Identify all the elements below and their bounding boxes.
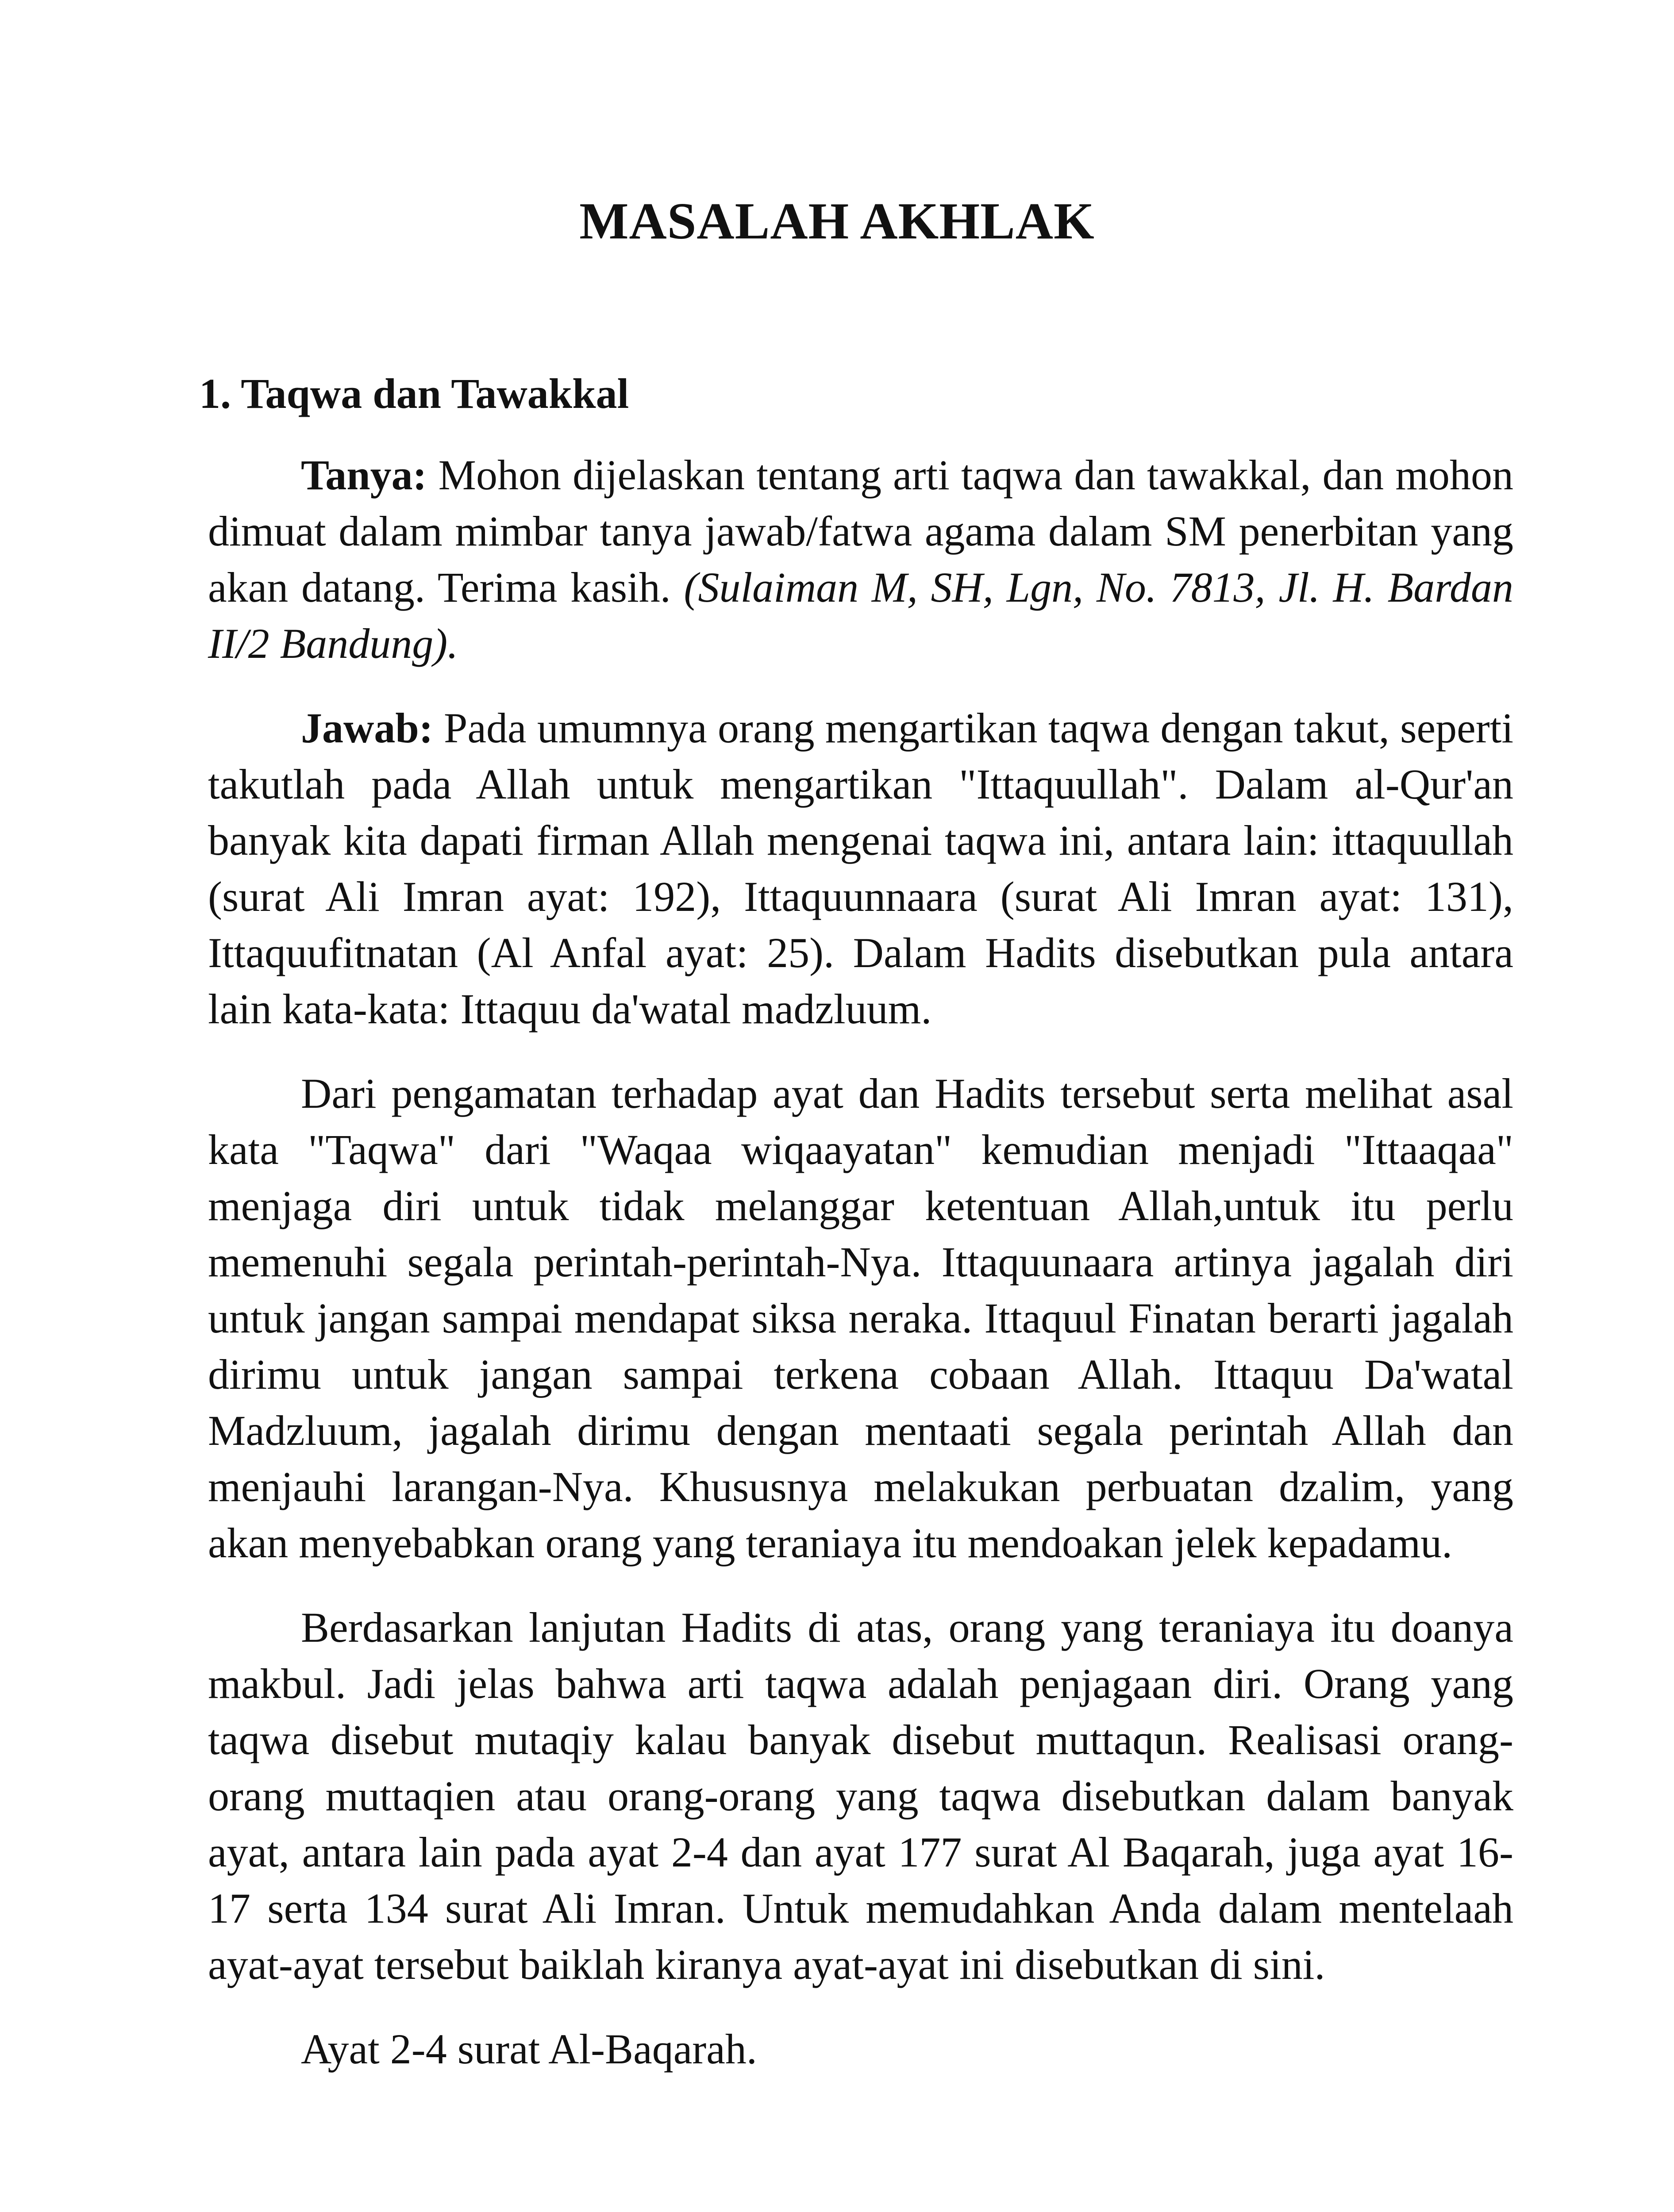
answer-label: Jawab: [301, 704, 433, 752]
answer-paragraph [208, 700, 1513, 1037]
closing-line: Ayat 2-4 surat Al-Baqarah. [301, 2025, 757, 2073]
question-paragraph [208, 447, 1513, 672]
question-signature: (Sulaiman M, SH, Lgn, No. 7813, Jl. H. Bardan II/2 Bandung). [208, 564, 1514, 667]
question-label: Tanya: [301, 451, 427, 499]
answer-text: Pada umumnya orang mengartikan taqwa dengan takut, seperti takutlah pada Allah untuk mengartikan "Ittaquullah". Dalam al-Qur'an banyak kita dapati firman Allah mengenai taqwa ini, antara lain: ittaquullah (surat Ali Imran ayat: 192), Ittaquunnaara (surat Ali Imran ayat: 131), Ittaquufitnatan (Al Anfal ayat: 25). Dalam Hadits disebutkan pula antara lain kata-kata: Ittaquu da'watal madzluum. [208, 704, 1513, 1033]
body-text [208, 447, 1513, 2077]
realization-paragraph: Berdasarkan lanjutan Hadits di atas, orang yang teraniaya itu doanya makbul. Jadi jelas bahwa arti taqwa adalah penjagaan diri. Orang yang taqwa disebut mutaqiy kalau banyak disebut muttaqun. Realisasi orang-orang muttaqien atau orang-orang yang taqwa disebutkan dalam banyak ayat, antara lain pada ayat 2-4 dan ayat 177 surat Al Baqarah, juga ayat 16-17 serta 134 surat Ali Imran. Untuk memudahkan Anda dalam mentelaah ayat-ayat tersebut baiklah kiranya ayat-ayat ini disebutkan di sini. [208, 1604, 1513, 1988]
page-title: MASALAH AKHLAK [579, 192, 1095, 250]
section-heading: 1. Taqwa dan Tawakkal [199, 370, 629, 417]
question-text: Mohon dijelaskan tentang arti taqwa dan tawakkal, dan mohon dimuat dalam mimbar tanya jawab/fatwa agama dalam SM penerbitan yang akan datang. Terima kasih. [208, 451, 1513, 611]
explanation-paragraph: Dari pengamatan terhadap ayat dan Hadits tersebut serta melihat asal kata "Taqwa" dari "Waqaa wiqaayatan" kemudian menjadi "Ittaaqaa" menjaga diri untuk tidak melanggar ketentuan Allah,untuk itu perlu memenuhi segala perintah-perintah-Nya. Ittaquunaara artinya jagalah diri untuk jangan sampai mendapat siksa neraka. Ittaquul Finatan berarti jagalah dirimu untuk jangan sampai terkena cobaan Allah. Ittaquu Da'watal Madzluum, jagalah dirimu dengan mentaati segala perintah Allah dan menjauhi larangan-Nya. Khususnya melakukan perbuatan dzalim, yang akan menyebabkan orang yang teraniaya itu mendoakan jelek kepadamu. [208, 1070, 1513, 1567]
